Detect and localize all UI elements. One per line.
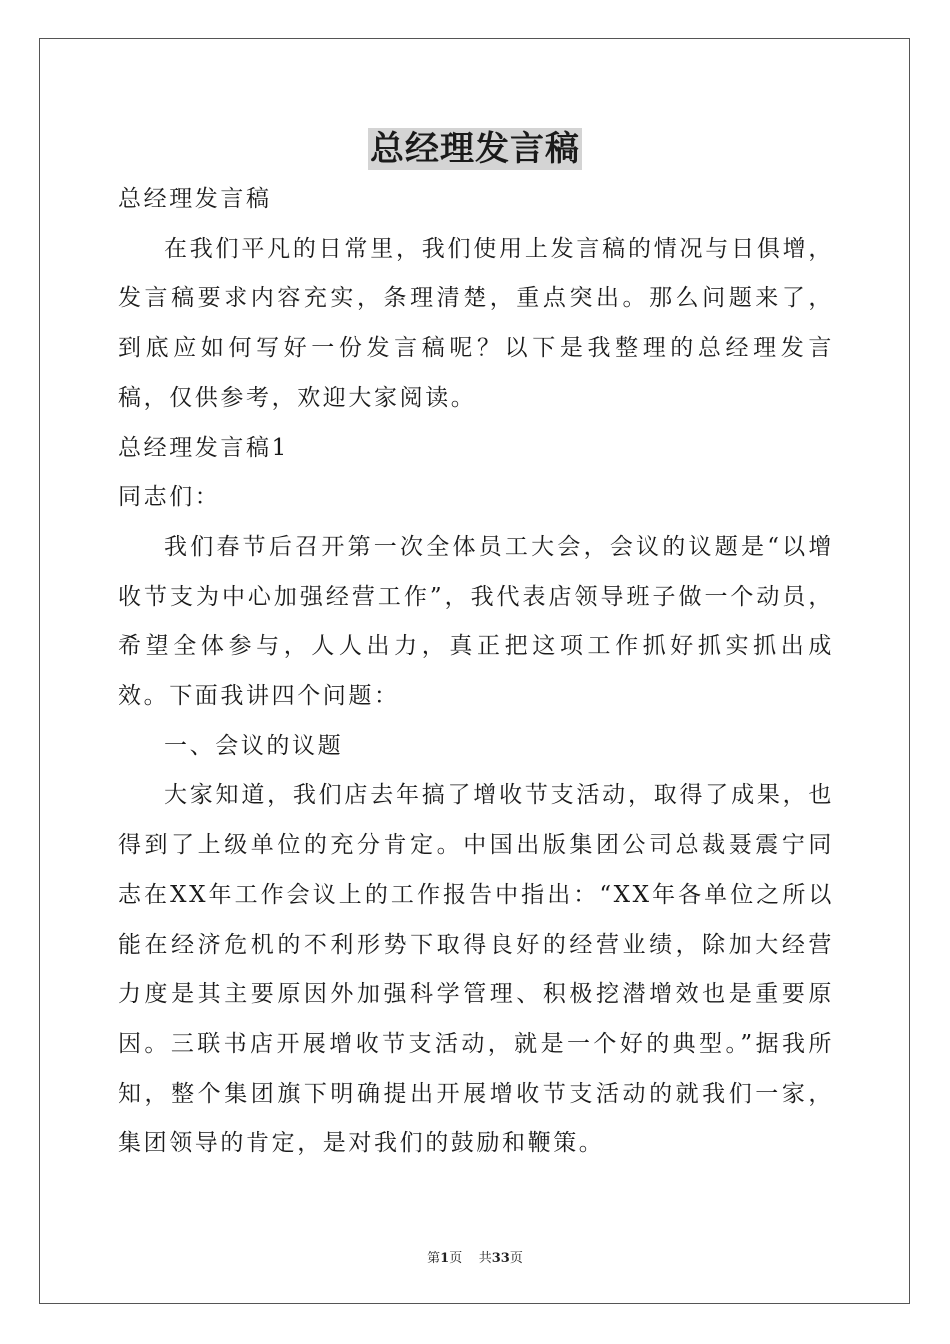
document-body — [118, 175, 834, 1169]
footer-prefix: 第 — [427, 1251, 441, 1266]
paragraph-intro: 在我们平凡的日常里，我们使用上发言稿的情况与日俱增，发言稿要求内容充实，条理清楚，重点突出。那么问题来了，到底应如何写好一份发言稿呢？以下是我整理的总经理发言稿，仅供参考，欢迎大家阅读。 — [118, 235, 834, 411]
paragraph-topic-heading: 一、会议的议题 — [164, 732, 344, 759]
paragraph-subtitle: 总经理发言稿 — [118, 186, 272, 212]
footer-page-total: 33 — [491, 1251, 510, 1266]
paragraph-body: 大家知道，我们店去年搞了增收节支活动，取得了成果，也得到了上级单位的充分肯定。中国出版集团公司总裁聂震宁同志在XX年工作会议上的工作报告中指出：“XX年各单位之所以能在经济危机的不利形势下取得良好的经营业绩，除加大经营力度是其主要原因外加强科学管理、积极挖潜增效也是重要原因。三联书店开展增收节支活动，就是一个好的典型。”据我所知，整个集团旗下明确提出开展增收节支活动的就我们一家，集团领导的肯定，是对我们的鼓励和鞭策。 — [118, 782, 834, 1157]
document-title: 总经理发言稿 — [370, 129, 580, 169]
paragraph-section-heading: 总经理发言稿1 — [118, 434, 289, 461]
paragraph-salutation: 同志们： — [118, 484, 221, 511]
footer-suffix: 页 — [509, 1251, 523, 1266]
page-footer — [0, 1247, 950, 1266]
footer-mid: 页 共 — [449, 1251, 492, 1266]
paragraph-opening: 我们春节后召开第一次全体员工大会，会议的议题是“以增收节支为中心加强经营工作”，我代表店领导班子做一个动员，希望全体参与，人人出力，真正把这项工作抓好抓实抓出成效。下面我讲四个问题： — [118, 533, 834, 710]
footer-page-current: 1 — [440, 1251, 450, 1266]
title-area — [0, 128, 950, 170]
